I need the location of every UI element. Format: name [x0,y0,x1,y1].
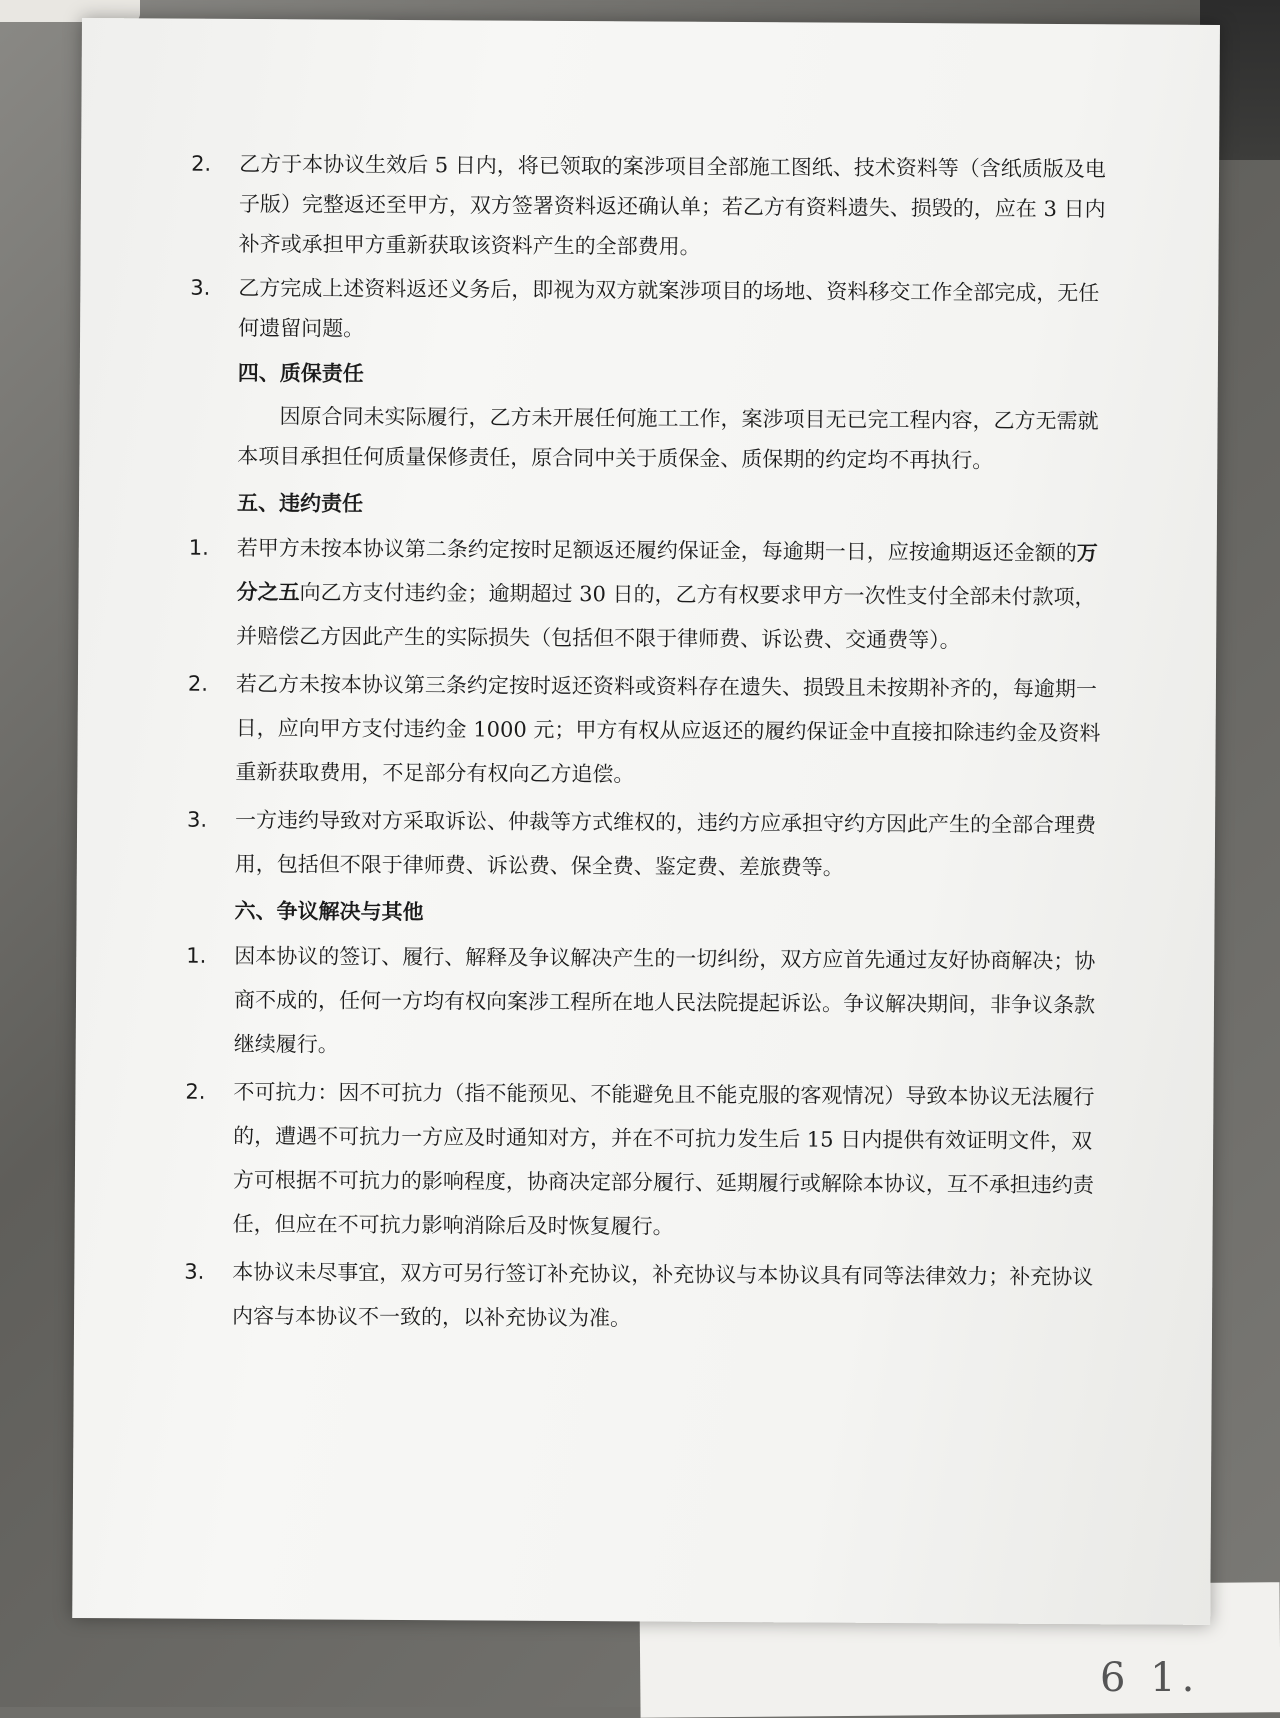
clause-number: 1. [188,535,209,560]
clause-text: 本协议未尽事宜，双方可另行签订补充协议，补充协议与本协议具有同等法律效力；补充协议内容与本协议不一致的，以补充协议为准。 [232,1259,1094,1331]
section-6-body [184,934,1106,1344]
clause-number: 3. [190,275,211,300]
section-5-body [187,526,1109,892]
clause-6-1 [186,934,1107,1072]
clause-number: 2. [187,671,209,696]
clause-5-3 [187,798,1108,892]
document-content [184,144,1111,1348]
clause-text-bold: 万分之五 [236,540,1098,605]
clause-3-3 [190,268,1110,354]
clause-text: 一方违约导致对方采取诉讼、仲裁等方式维权的，违约方应承担守约方因此产生的全部合理费用，包括但不限于律师费、诉讼费、保全费、鉴定费、差旅费等。 [234,807,1097,880]
section-6-heading: 六、争议解决与其他 [234,897,424,925]
clause-text: 若乙方未按本协议第三条约定按时返还资料或资料存在遗失、损毁且未按期补齐的，每逾期一日，应向甲方支付违约金 1000 元；甲方有权从应返还的履约保证金中直接扣除违约金及资料重新获取费用，不足部分有权向乙方追偿。 [235,671,1101,787]
clause-text: 乙方完成上述资料返还义务后，即视为双方就案涉项目的场地、资料移交工作全部完成，无任何遗留问题。 [238,275,1100,341]
clause-text-post: 向乙方支付违约金；逾期超过 30 日的，乙方有权要求甲方一次性支付全部未付款项，并赔偿乙方因此产生的实际损失（包括但不限于律师费、诉讼费、交通费等）。 [236,580,1096,653]
document-page [72,18,1220,1625]
clause-text: 乙方于本协议生效后 5 日内，将已领取的案涉项目全部施工图纸、技术资料等（含纸质版及电子版）完整返还至甲方，双方签署资料返还确认单；若乙方有资料遗失、损毁的，应在 3 日内补齐或承担甲方重新获取该资料产生的全部费用。 [238,151,1106,259]
clause-number: 3. [187,807,208,832]
clause-text-pre: 若甲方未按本协议第二条约定按时足额返还履约保证金，每逾期一日，应按逾期返还金额的 [236,535,1077,566]
clause-5-2 [187,662,1108,800]
clause-number: 1. [186,943,207,968]
underlying-paper-text: 6 1. [1100,1655,1201,1701]
clause-number: 3. [184,1259,205,1284]
clause-5-1 [188,526,1109,664]
clause-number: 2. [185,1079,206,1104]
clause-text: 因本协议的签订、履行、解释及争议解决产生的一切纠纷，双方应首先通过友好协商解决；协商不成的，任何一方均有权向案涉工程所在地人民法院提起诉讼。争议解决期间，非争议条款继续履行。 [233,943,1096,1057]
clause-number: 2. [191,151,212,176]
section-5-heading: 五、违约责任 [236,489,364,516]
section-4-paragraph: 因原合同未实际履行，乙方未开展任何施工工作，案涉项目无已完工程内容，乙方无需就本项目承担任何质量保修责任，原合同中关于质保金、质保期的约定均不再执行。 [237,404,1099,473]
clause-6-2 [185,1070,1106,1252]
clause-3-2 [191,144,1112,270]
section-4-heading: 四、质保责任 [237,359,364,386]
clause-text: 不可抗力：因不可抗力（指不能预见、不能避免且不能克服的客观情况）导致本协议无法履行的，遭遇不可抗力一方应及时通知对方，并在不可抗力发生后 15 日内提供有效证明文件，双方可根据不可抗力的影响程度，协商决定部分履行、延期履行或解除本协议，互不承担违约责任，但应在不可抗力影响消除后及时恢复履行。 [232,1079,1095,1239]
clause-6-3 [184,1250,1105,1344]
